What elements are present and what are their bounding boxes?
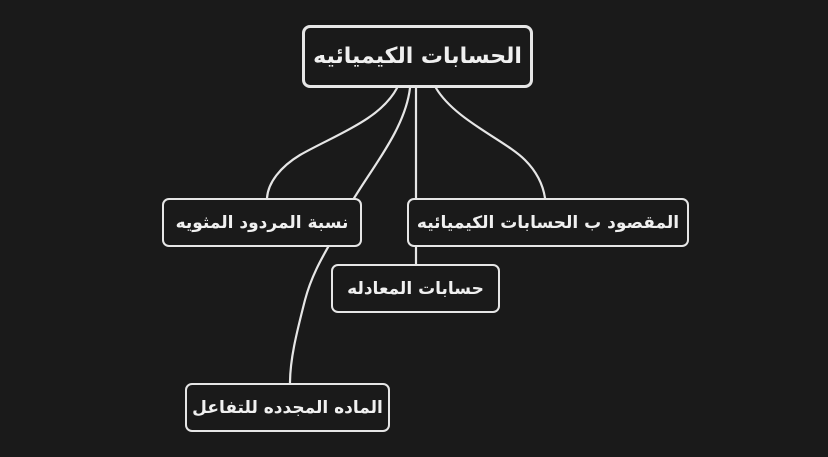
node-yield-percentage-label: نسبة المردود المثويه xyxy=(175,212,349,233)
node-equation-calculations-label: حسابات المعادله xyxy=(347,278,484,299)
root-node-label: الحسابات الكيميائيه xyxy=(313,44,522,69)
node-definition[interactable] xyxy=(407,198,689,247)
node-yield-percentage[interactable] xyxy=(162,198,362,247)
node-definition-label: المقصود ب الحسابات الكيميائيه xyxy=(416,212,680,233)
node-equation-calculations[interactable] xyxy=(331,264,500,313)
node-limiting-reagent-label: الماده المجدده للتفاعل xyxy=(192,397,383,418)
edge-root-to-nesba xyxy=(267,88,397,198)
edge-root-to-maqsud xyxy=(436,88,545,198)
node-limiting-reagent[interactable] xyxy=(185,383,390,432)
root-node[interactable] xyxy=(302,25,533,88)
